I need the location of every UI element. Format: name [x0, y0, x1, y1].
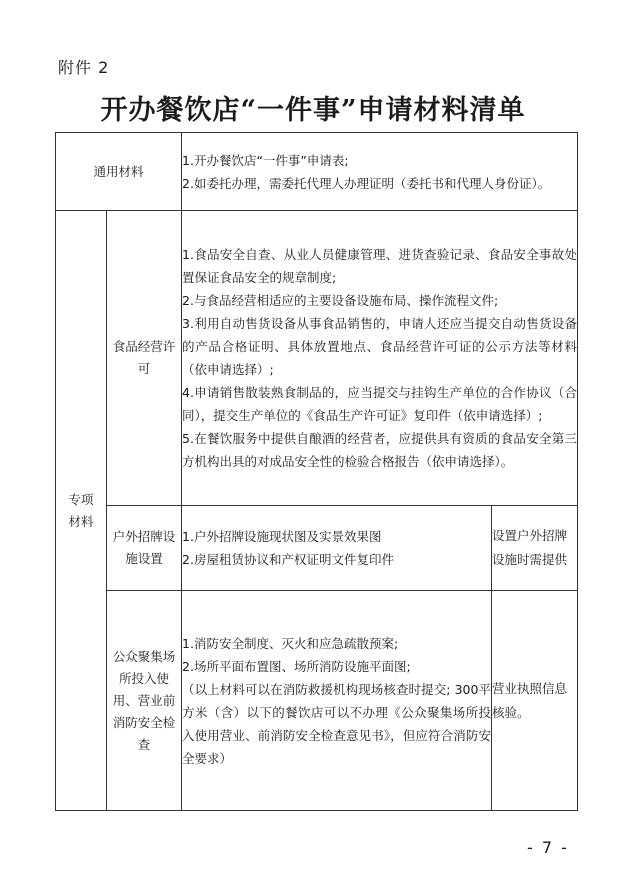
food-license-row [56, 211, 578, 506]
general-item-1: 1.开办餐饮店“一件事”申请表; [182, 152, 349, 168]
general-materials-content [182, 133, 578, 211]
fire-safety-note-paragraph: （以上材料可以在消防救援机构现场核查时提交; 300平方米（含）以下的餐饮店可以不办理《公众聚集场所投入使用营业、前消防安全检查意见书》，但应符合消防安全要求） [182, 681, 492, 766]
special-materials-text: 专项材料 [68, 491, 94, 529]
food-license-item-2: 2.与食品经营相适应的主要设备设施布局、操作流程文件; [182, 293, 499, 308]
fire-safety-note: 营业执照信息核验。 [492, 591, 578, 811]
food-license-label: 食品经营许可 [107, 211, 182, 506]
materials-table [55, 132, 578, 811]
outdoor-sign-row [56, 506, 578, 591]
fire-safety-content [182, 591, 492, 811]
outdoor-sign-item-1: 1.户外招牌设施现状图及实景效果图 [182, 529, 382, 544]
attachment-label: 附件 2 [58, 58, 110, 77]
food-license-item-1: 1.食品安全自查、从业人员健康管理、进货查验记录、食品安全事故处置保证食品安全的规章制度; [182, 247, 578, 285]
document-title: 开办餐饮店“一件事”申请材料清单 [100, 95, 526, 126]
fire-safety-label: 公众聚集场所投入使用、营业前消防安全检查 [107, 591, 182, 811]
fire-safety-item-2: 2.场所平面布置图、场所消防设施平面图; [182, 658, 411, 674]
food-license-item-4: 4.申请销售散装熟食制品的，应当提交与挂钩生产单位的合作协议（合同），提交生产单位的《食品生产许可证》复印件（依申请选择）; [182, 385, 578, 423]
outdoor-sign-note: 设置户外招牌设施时需提供 [492, 506, 578, 591]
food-license-item-3: 3.利用自动售货设备从事食品销售的，申请人还应当提交自动售货设备的产品合格证明、具体放置地点、食品经营许可证的公示方法等材料（依申请选择）; [182, 316, 578, 377]
food-license-content [182, 211, 578, 506]
general-materials-row [56, 133, 578, 211]
outdoor-sign-content [182, 506, 492, 591]
food-license-item-5: 5.在餐饮服务中提供自酿酒的经营者，应提供具有资质的食品安全第三方机构出具的对成品安全性的检验合格报告（依申请选择）。 [182, 431, 578, 469]
outdoor-sign-label: 户外招牌设施设置 [107, 506, 182, 591]
fire-safety-item-1: 1.消防安全制度、灭火和应急疏散预案; [182, 635, 399, 651]
general-materials-label: 通用材料 [56, 133, 182, 211]
general-item-2: 2.如委托办理，需委托代理人办理证明（委托书和代理人身份证）。 [182, 175, 551, 191]
page-number: - 7 - [527, 838, 569, 857]
outdoor-sign-item-2: 2.房屋租赁协议和产权证明文件复印件 [182, 552, 394, 567]
special-materials-label [56, 211, 107, 811]
fire-safety-row [56, 591, 578, 811]
